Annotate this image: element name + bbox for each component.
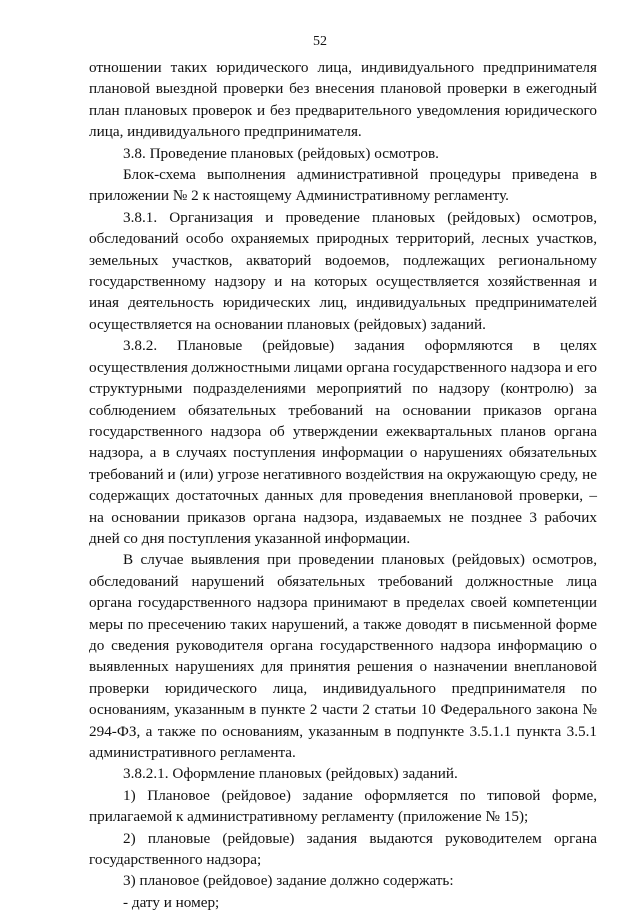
list-item-2: 2) плановые (рейдовые) задания выдаются руководителем органа государственного надзора; [89, 829, 597, 869]
section-heading-3-8: 3.8. Проведение плановых (рейдовых) осмотров. [123, 144, 439, 162]
list-item-1: 1) Плановое (рейдовое) задание оформляется по типовой форме, прилагаемой к административному регламенту (приложение № 15); [89, 786, 597, 826]
document-body [89, 57, 597, 913]
paragraph-block-diagram: Блок-схема выполнения административной процедуры приведена в приложении № 2 к настоящему Административному регламенту. [89, 166, 597, 205]
page-number: 52 [313, 34, 327, 49]
paragraph-continuation: отношении таких юридического лица, индивидуального предпринимателя плановой выездной проверки без внесения плановой проверки в ежегодный план плановых проверок и без предварительного уведомления юридического лица, индивидуального предпринимателя. [89, 59, 597, 141]
list-item-3: 3) плановое (рейдовое) задание должно содержать: [123, 872, 454, 890]
paragraph-3-8-2: 3.8.2. Плановые (рейдовые) задания оформляются в целях осуществления должностными лицами органа государственного надзора и его структурными подразделениями мероприятий по надзору (контролю) за соблюдением обязательных требований на основании приказов органа государственного надзора об утверждении ежеквартальных планов органа надзора, а в случаях поступления информации о нарушениях обязательных требований и (или) угрозе негативного воздействия на окружающую среду, не содержащих достаточных данных для проведения внеплановой проверки, – на основании приказов органа надзора, издаваемых не позднее 3 рабочих дней со дня поступления указанной информации. [89, 337, 597, 547]
paragraph-3-8-1: 3.8.1. Организация и проведение плановых (рейдовых) осмотров, обследований особо охраняемых природных территорий, лесных участков, земельных участков, акваторий водоемов, подлежащих региональному государственному надзору и на которых осуществляется хозяйственная и иная деятельность юридических лиц, индивидуальных предпринимателей осуществляется на основании плановых (рейдовых) заданий. [89, 208, 597, 333]
paragraph-3-8-2-1: 3.8.2.1. Оформление плановых (рейдовых) заданий. [123, 765, 458, 783]
list-subitem-date: - дату и номер; [123, 893, 220, 911]
paragraph-violations: В случае выявления при проведении плановых (рейдовых) осмотров, обследований нарушений обязательных требований должностные лица органа государственного надзора принимают в пределах своей компетенции меры по пресечению таких нарушений, а также доводят в письменной форме до сведения руководителя органа государственного надзора информацию о выявленных нарушениях для принятия решения о назначении внеплановой проверки юридического лица, индивидуального предпринимателя по основаниям, указанным в пункте 2 части 2 статьи 10 Федерального закона № 294-ФЗ, а также по основаниям, указанным в подпункте 3.5.1.1 пункта 3.5.1 административного регламента. [89, 551, 597, 761]
